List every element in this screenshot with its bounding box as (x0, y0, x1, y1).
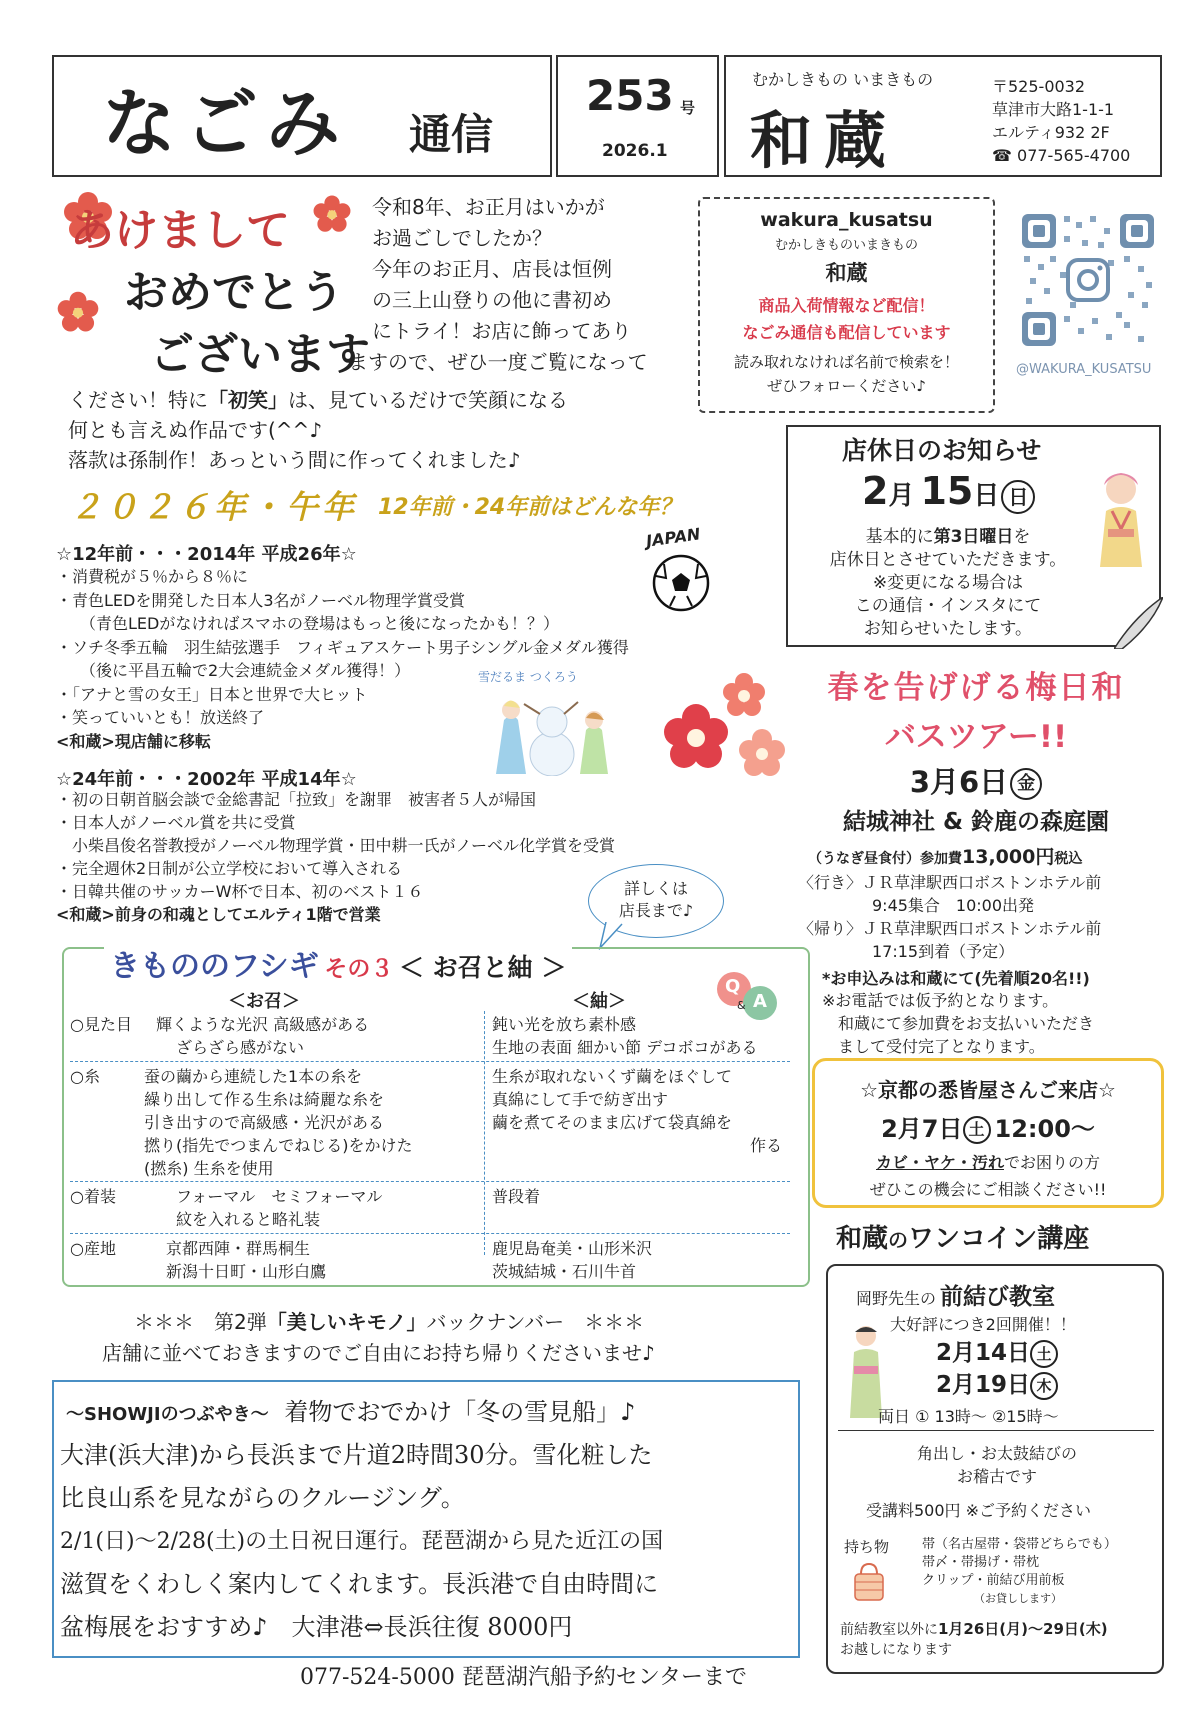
bus-apply-note: *お申込みは和蔵にて(先着順20名!!) (822, 969, 1090, 988)
closed-line: この通信・インスタにて (854, 596, 1042, 616)
one-coin-desc-line: お稽古です (956, 1467, 1037, 1486)
year12-item: ・青色LEDを開発した日本人3名がノーベル物理学賞受賞 (56, 590, 466, 610)
one-coin-divider (838, 1430, 1154, 1431)
omeshi-line: 新潟十日町・山形白鷹 (166, 1262, 327, 1281)
row-label: ○糸 (70, 1067, 100, 1086)
qr-code-icon (1020, 212, 1156, 348)
backnumber-line2: 店舗に並べておきますのでご自由にお持ち帰りくださいませ♪ (102, 1341, 655, 1365)
bus-fee (786, 842, 1166, 869)
year24-item: ・日本人がノーベル賞を共に受賞 (56, 813, 296, 832)
bus-places: 結城神社 & 鈴鹿の森庭園 (842, 809, 1110, 835)
greeting-headline-line2: おめでとう (124, 267, 344, 318)
showji-line: 比良山系を見ながらのクルージング。 (60, 1484, 465, 1512)
masthead-title-kana: なごみ (102, 81, 348, 167)
qr-caption: @WAKURA_KUSATSU (1016, 362, 1152, 377)
visit-weekday-badge: 土 (963, 1116, 991, 1144)
greeting-line: にトライ！お店に飾ってあり (372, 319, 632, 343)
one-coin-box (826, 1264, 1164, 1674)
tsumugi-line: 真綿にして手で紡ぎ出す (492, 1090, 669, 1109)
issue-date: 2026.1 (602, 141, 668, 161)
closed-day: 15 (920, 469, 974, 513)
instagram-handle: wakura_kusatsu (760, 209, 933, 231)
one-coin-heading-no: の (888, 1228, 909, 1252)
bus-title-line1: 春を告げげる梅日和 (827, 670, 1125, 706)
instagram-promo-line: なごみ通信も配信しています (742, 323, 951, 342)
tsumugi-cell (492, 1237, 652, 1283)
omeshi-line: 京都西陣・群馬桐生 (166, 1239, 311, 1258)
bus-schedule-line: 9:45集合 10:00出発 (872, 896, 1035, 915)
row-divider (70, 1233, 790, 1234)
bag-icon (852, 1562, 886, 1602)
bus-date (786, 760, 1166, 801)
bus-fee-amount: 13,000円 (962, 846, 1055, 868)
closed-line: 店休日とさせていただきます。 (829, 550, 1067, 570)
one-coin-date1-badge: 土 (1030, 1340, 1058, 1368)
visit-date (815, 1109, 1161, 1144)
address-phone: ☎ 077-565-4700 (992, 146, 1131, 165)
showji-line: 2/1(日)～2/28(土)の土日祝日運行。琵琶湖から見た近江の国 (60, 1529, 664, 1554)
year24-list (56, 788, 615, 926)
row-label: ○産地 (70, 1239, 116, 1258)
greeting-line: ますので、ぜひ一度ご覧になって (348, 350, 648, 374)
shop-tagline: むかしきもの いまきもの (752, 70, 934, 89)
bubble-line: 店長まで♪ (618, 901, 694, 920)
bus-schedule-line: 〈帰り〉ＪＲ草津駅西口ボストンホテル前 (798, 919, 1102, 938)
showji-body (60, 1434, 663, 1649)
visit-notice-box (812, 1058, 1164, 1208)
omeshi-line: 蚕の繭から連続した1本の糸を (144, 1067, 363, 1086)
kimono-title-topic: ＜ お召と紬 ＞ (398, 953, 567, 982)
one-coin-date1 (936, 1334, 1058, 1368)
showji-line: 大津(浜大津)から長浜まで片道2時間30分。雪化粧した (60, 1441, 653, 1469)
backnumber-prefix: ＊＊＊ 第2弾 (134, 1310, 267, 1334)
snowman-caption: 雪だるま つくろう (478, 670, 578, 684)
instagram-promo-line: 商品入荷情報など配信！ (758, 296, 935, 315)
one-coin-popular: 大好評につき2回開催！！ (890, 1315, 1076, 1334)
backnumber-suffix: バックナンバー ＊＊＊ (426, 1310, 645, 1334)
omeshi-cell (156, 1013, 369, 1059)
year24-item: 小柴昌俊名誉教授がノーベル物理学賞・田中耕一氏がノーベル化学賞を受賞 (72, 836, 616, 855)
bus-fee-tax: 税込 (1054, 851, 1083, 867)
one-coin-item-line: クリップ・前結び用前板 (922, 1573, 1065, 1588)
year12-item: ・「アナと雪の女王」日本と世界で大ヒット (56, 684, 368, 704)
backnumber-line1 (134, 1306, 644, 1335)
greeting-line: お過ごしでしたか？ (372, 226, 552, 250)
one-coin-date2 (936, 1366, 1058, 1400)
one-coin-date1-text: 2月14日 (936, 1340, 1031, 1366)
greeting-body-wide (68, 385, 568, 475)
year24-heading: ☆24年前・・・2002年 平成14年☆ (56, 769, 357, 790)
tsumugi-line: 鈍い光を放ち素朴感 (492, 1015, 637, 1034)
year24-item: ・完全週休2日制が公立学校において導入される (56, 859, 403, 878)
instagram-box (698, 197, 995, 413)
greeting-body (348, 192, 648, 378)
tsumugi-cell (492, 1013, 758, 1059)
bus-weekday-badge: 金 (1010, 768, 1042, 800)
tsumugi-line: 普段着 (492, 1187, 541, 1206)
shop-name: 和蔵 (750, 104, 899, 177)
address-street: 草津市大路1-1-1 (992, 100, 1115, 119)
greeting-wide-line: 何とも言えぬ作品です(^^♪ (68, 418, 323, 442)
qa-q-letter: Q (725, 976, 741, 997)
instagram-note-line: ぜひフォローください♪ (767, 377, 926, 395)
snowman-illustration-icon (476, 684, 622, 776)
closed-line-text: 基本的に (865, 527, 934, 547)
tsumugi-line: 茨城結城・石川牛首 (492, 1262, 637, 1281)
col-tsumugi-header: ＜紬＞ (572, 991, 626, 1012)
omeshi-line: 繰り出して作る生糸は綺麗な糸を (144, 1090, 385, 1109)
closed-day-unit: 日 (973, 481, 1000, 511)
instagram-name: 和蔵 (825, 261, 868, 285)
one-coin-date2-text: 2月19日 (936, 1372, 1031, 1398)
address-postcode: 〒525-0032 (992, 77, 1086, 96)
showji-box (52, 1380, 800, 1658)
address-building: エルティ932 2F (992, 123, 1110, 142)
bus-date-text: 3月6日 (909, 765, 1009, 799)
tsumugi-line: 繭を煮てそのまま広げて袋真綿を (492, 1113, 733, 1132)
year12-item: （青色LEDがなければスマホの登場はもっと後になったかも！？） (80, 614, 560, 633)
closed-line (788, 526, 1108, 549)
one-coin-desc-line: 角出し・お太鼓結びの (916, 1444, 1077, 1463)
bus-note-line: 和蔵にて参加費をお支払いいただき (838, 1014, 1095, 1033)
one-coin-times: 両日 ① 13時～ ②15時～ (878, 1407, 1059, 1426)
closed-line: ※変更になる場合は (872, 573, 1024, 593)
row-label: ○見た目 (70, 1015, 132, 1034)
bus-tour (786, 662, 1166, 1058)
plum-flower-icon (312, 194, 352, 234)
closed-notice-title: 店休日のお知らせ (842, 436, 1042, 465)
row-divider (70, 1181, 790, 1182)
one-coin-items (922, 1536, 1117, 1608)
closed-weekday-badge: 日 (1001, 480, 1035, 514)
bus-schedule-line: 17:15到着（予定） (872, 942, 1015, 961)
year12-heading: ☆12年前・・・2014年 平成26年☆ (56, 544, 357, 565)
closed-line-text: を (1013, 527, 1031, 547)
year24-item: ・日韓共催のサッカーW杯で日本、初のベスト１６ (56, 882, 424, 901)
year12-item: ・笑っていいとも！放送終了 (56, 708, 265, 727)
plum-blossom-cluster-icon (662, 660, 792, 790)
year24-note: <和蔵>前身の和魂としてエルティ1階で営業 (56, 905, 381, 924)
one-coin-items-label: 持ち物 (844, 1538, 890, 1556)
column-divider (484, 1011, 485, 1255)
shop-keeper-illustration-icon (1088, 467, 1154, 567)
bus-notes (786, 989, 1166, 1058)
showji-line: 滋賀をくわしく案内してくれます。長浜港で自由時間に (60, 1570, 659, 1598)
one-coin-fee: 受講料500円 ※ご予約ください (866, 1501, 1092, 1520)
qa-amp: & (737, 999, 746, 1012)
issue-number: 253 (586, 71, 674, 120)
omeshi-line: フォーマル セミフォーマル (176, 1187, 383, 1206)
one-coin-footer-pre: 前結教室以外に (840, 1622, 938, 1638)
soccer-ball-icon (652, 554, 710, 612)
instagram-tagline: むかしきものいまきもの (774, 238, 918, 253)
tsumugi-line: 作る (749, 1136, 782, 1155)
year12-item: ・消費税が５％から８％に (56, 567, 249, 586)
visit-line1 (815, 1150, 1161, 1173)
year-subtitle: 12年前・24年前はどんな年？ (378, 495, 682, 520)
bus-note-line: ※お電話では仮予約となります。 (822, 991, 1059, 1010)
year12-item: （後に平昌五輪で2大会連続金メダル獲得！） (80, 661, 411, 680)
one-coin-item-line: （お貸しします） (974, 1592, 1062, 1605)
omeshi-line: (撚糸) 生糸を使用 (144, 1159, 274, 1178)
one-coin-footer-post: お越しになります (840, 1642, 952, 1658)
omeshi-cell (144, 1065, 413, 1180)
closed-month: 2 (862, 469, 889, 513)
omeshi-cell (176, 1185, 382, 1231)
one-coin-item-line: 帯（名古屋帯・袋帯どちらでも） (922, 1537, 1117, 1552)
omeshi-line: 撚り(指先でつまんでねじる)をかけた (144, 1136, 413, 1155)
bus-title-line2: バスツアー!! (884, 719, 1068, 755)
shop-address (992, 75, 1130, 167)
visit-time: 12:00～ (994, 1115, 1095, 1143)
one-coin-teacher: 岡野先生の (856, 1289, 937, 1308)
kimono-title-sub: その３ (324, 956, 394, 982)
row-divider (70, 1061, 790, 1062)
plum-flower-icon (56, 290, 100, 334)
showji-footer: 077-524-5000 琵琶湖汽船予約センターまで (300, 1665, 747, 1690)
omeshi-cell (166, 1237, 326, 1283)
showji-label-text: ～SHOWJIのつぶやき～ (66, 1404, 269, 1425)
bus-schedule (786, 871, 1166, 963)
visit-line2: ぜひこの機会にご相談ください!! (869, 1180, 1107, 1199)
page-curl-icon (1114, 597, 1163, 649)
one-coin-teacher-line (856, 1278, 1055, 1311)
greeting-line: 令和8年、お正月はいかが (372, 195, 605, 219)
col-omeshi-header: ＜お召＞ (228, 991, 300, 1012)
qa-a-letter: A (753, 991, 767, 1012)
greeting-text: は、見ているだけで笑顔になる (288, 388, 568, 412)
speech-bubble-tail-icon (598, 922, 628, 950)
issue-suffix: 号 (680, 99, 696, 117)
omeshi-line: 紋を入れると略礼装 (176, 1210, 321, 1229)
one-coin-heading (836, 1218, 1089, 1255)
masthead-shop-box (724, 55, 1162, 177)
year-title: ２０２６年・午年 (70, 488, 359, 526)
greeting-emphasis: 「初笑」 (208, 388, 288, 412)
one-coin-desc (828, 1442, 1166, 1488)
tsumugi-line: 鹿児島奄美・山形米沢 (492, 1239, 653, 1258)
kimono-title-main: きもののフシギ (110, 949, 319, 984)
greeting-line: 今年のお正月、店長は恒例 (372, 257, 612, 281)
omeshi-line: ざらざら感がない (176, 1038, 305, 1057)
visit-line-text: でお困りの方 (1004, 1153, 1101, 1172)
tsumugi-cell (492, 1065, 782, 1157)
year12-item: ・ソチ冬季五輪 羽生結弦選手 フィギュアスケート男子シングル金メダル獲得 (56, 637, 629, 657)
visit-date-text: 2月7日 (881, 1115, 963, 1143)
one-coin-footer (840, 1618, 1108, 1639)
one-coin-item-line: 帯〆・帯揚げ・帯枕 (922, 1555, 1040, 1570)
bus-schedule-line: 〈行き〉ＪＲ草津駅西口ボストンホテル前 (798, 873, 1102, 892)
greeting-headline-line1: あけまして (70, 205, 290, 256)
instagram-note-line: 読み取れなければ名前で検索を！ (733, 353, 959, 371)
bus-note-line: まして受付完了となります。 (838, 1037, 1045, 1056)
visit-emphasis: カビ・ヤケ・汚れ (875, 1153, 1004, 1172)
tsumugi-line: 生地の表面 細かい節 デコボコがある (492, 1038, 758, 1057)
kimono-title (104, 941, 572, 985)
closed-line-emphasis: 第3日曜日 (933, 527, 1014, 547)
year24-item: ・初の日朝首脳会談で金総書記「拉致」を謝罪 被害者５人が帰国 (56, 790, 537, 809)
backnumber-title: 「美しいキモノ」 (266, 1310, 427, 1334)
tsumugi-cell (492, 1185, 540, 1208)
bubble-line: 詳しくは (623, 879, 688, 898)
soccer-japan-label: JAPAN (644, 524, 702, 551)
year12-note: <和蔵>現店舗に移転 (56, 731, 211, 751)
greeting-headline (62, 190, 370, 380)
kimono-section (62, 947, 810, 1287)
visit-title: ☆京都の悉皆屋さんご来店☆ (860, 1078, 1116, 1102)
one-coin-class: 前結び教室 (940, 1284, 1056, 1310)
closed-month-unit: 月 (888, 481, 915, 511)
closed-notice-date (862, 469, 1035, 514)
greeting-line: の三上山登りの他に書初め (372, 288, 612, 312)
greeting-wide-line: 落款は孫制作！あっという間に作ってくれました♪ (68, 448, 521, 472)
closed-notice-text (788, 526, 1108, 641)
closed-notice-box (786, 425, 1161, 647)
tsumugi-line: 生糸が取れないくず繭をほぐして (492, 1067, 733, 1086)
row-label: ○着装 (70, 1187, 116, 1206)
bus-fee-label: （うなぎ昼食付）参加費 (808, 851, 962, 867)
showji-line: 盆梅展をおすすめ♪ 大津港⇔長浜往復 8000円 (60, 1613, 573, 1641)
one-coin-heading-shop: 和蔵 (836, 1224, 889, 1254)
showji-line: 着物でおでかけ「冬の雪見船」♪ (284, 1398, 636, 1426)
masthead-title-box (52, 55, 552, 177)
greeting-wide-line (68, 385, 568, 415)
one-coin-heading-title: ワンコイン講座 (908, 1224, 1090, 1254)
one-coin-date2-badge: 木 (1030, 1372, 1058, 1400)
omeshi-line: 引き出すので高級感・光沢がある (144, 1113, 385, 1132)
one-coin-footer-dates: 1月26日(月)～29日(木) (938, 1620, 1108, 1638)
omeshi-line: 輝くような光沢 高級感がある (156, 1015, 370, 1034)
greeting-text: ください！特に (68, 388, 208, 412)
masthead-title-kanji: 通信 (409, 110, 494, 159)
closed-line: お知らせいたします。 (863, 619, 1033, 639)
qr-code[interactable] (1020, 212, 1156, 348)
greeting-headline-line3: ございます (150, 329, 370, 380)
showji-label (66, 1392, 635, 1427)
masthead-issue-box (556, 55, 719, 177)
